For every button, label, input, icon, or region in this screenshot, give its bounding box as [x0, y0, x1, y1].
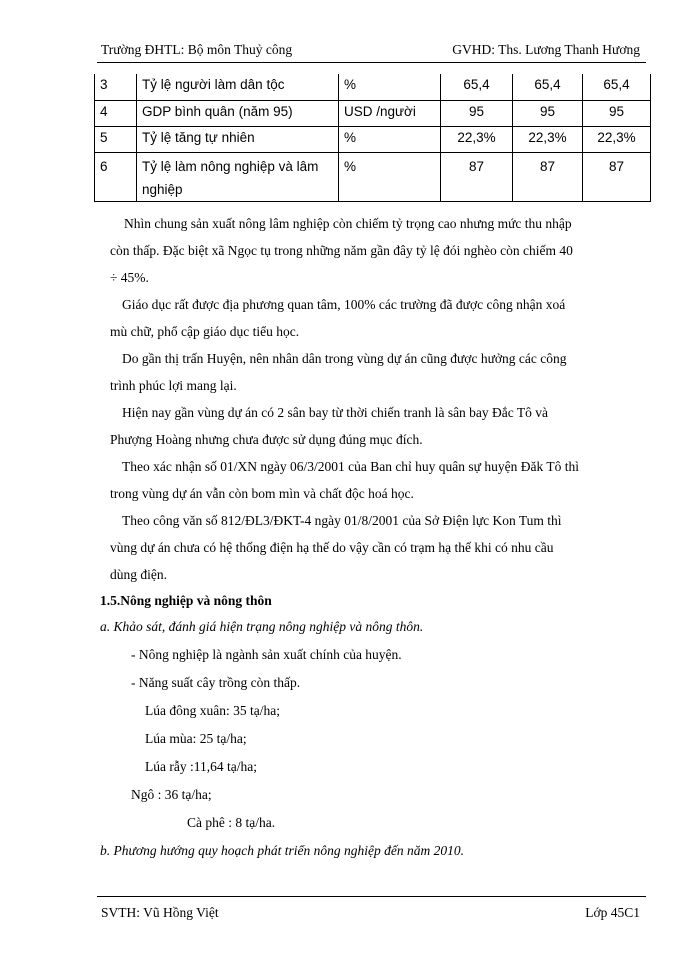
yield-line: Ngô : 36 tạ/ha;	[131, 787, 212, 802]
row-value: 22,3%	[583, 126, 651, 152]
row-value: 95	[513, 100, 583, 126]
row-value: 95	[583, 100, 651, 126]
yield-line: Lúa đông xuân: 35 tạ/ha;	[145, 703, 280, 718]
row-value: 65,4	[513, 74, 583, 100]
footer-class: Lớp 45C1	[585, 905, 640, 920]
paragraph-line: mù chữ, phổ cập giáo dục tiểu học.	[110, 324, 300, 339]
row-name: Tỷ lệ tăng tự nhiên	[137, 126, 339, 152]
paragraph-line: dùng điện.	[110, 567, 167, 582]
paragraph-line: ÷ 45%.	[110, 270, 149, 285]
row-no: 6	[95, 152, 137, 201]
row-no: 4	[95, 100, 137, 126]
table-row	[95, 126, 651, 152]
data-table	[94, 74, 651, 202]
row-name: Tỷ lệ người làm dân tộc	[137, 74, 339, 100]
row-name-line: Tỷ lệ làm nông nghiệp và lâm	[142, 158, 319, 174]
yield-line: Lúa rẫy :11,64 tạ/ha;	[145, 759, 257, 774]
paragraph-line: trình phúc lợi mang lại.	[110, 378, 237, 393]
paragraph-line: Nhìn chung sản xuất nông lâm nghiệp còn chiếm tỷ trọng cao nhưng mức thu nhập	[124, 216, 572, 231]
paragraph-line: trong vùng dự án vẫn còn bom mìn và chất độc hoá học.	[110, 486, 414, 501]
paragraph-line: vùng dự án chưa có hệ thống điện hạ thế do vậy cần có trạm hạ thế khi có nhu cầu	[110, 540, 554, 555]
row-value: 65,4	[583, 74, 651, 100]
row-value: 22,3%	[513, 126, 583, 152]
paragraph-line: Giáo dục rất được địa phương quan tâm, 100% các trường đã được công nhận xoá	[122, 297, 566, 312]
row-value: 87	[441, 152, 513, 201]
paragraph-line: còn thấp. Đặc biệt xã Ngọc tụ trong những năm gần đây tỷ lệ đói nghèo còn chiếm 40	[110, 243, 573, 258]
row-unit: %	[339, 126, 441, 152]
yield-line: Cà phê : 8 tạ/ha.	[187, 815, 276, 830]
bullet-line: - Nông nghiệp là ngành sản xuất chính của huyện.	[131, 647, 402, 662]
bullet-line: - Năng suất cây trồng còn thấp.	[131, 675, 301, 690]
row-value: 95	[441, 100, 513, 126]
header-school: Trường ĐHTL: Bộ môn Thuỷ công	[101, 42, 293, 57]
page-header	[97, 40, 646, 63]
header-advisor: GVHD: Ths. Lương Thanh Hương	[452, 42, 640, 57]
row-name-line: nghiệp	[142, 181, 183, 197]
paragraph-line: Hiện nay gần vùng dự án có 2 sân bay từ thời chiến tranh là sân bay Đắc Tô và	[122, 405, 549, 420]
row-no: 5	[95, 126, 137, 152]
row-value: 87	[583, 152, 651, 201]
paragraph-line: Do gần thị trấn Huyện, nên nhân dân trong vùng dự án cũng được hưởng các công	[122, 351, 567, 366]
section-heading: 1.5.Nông nghiệp và nông thôn	[100, 593, 272, 608]
paragraph-line: Phượng Hoàng nhưng chưa được sử dụng đúng mục đích.	[110, 432, 423, 447]
row-value: 87	[513, 152, 583, 201]
table-row	[95, 152, 651, 201]
row-unit: %	[339, 152, 441, 201]
table-row	[95, 74, 651, 100]
row-unit: %	[339, 74, 441, 100]
yield-line: Lúa mùa: 25 tạ/ha;	[145, 731, 247, 746]
subsection-a-heading: a. Khảo sát, đánh giá hiện trạng nông nghiệp và nông thôn.	[100, 619, 424, 634]
paragraph-line: Theo công văn số 812/ĐL3/ĐKT-4 ngày 01/8/2001 của Sở Điện lực Kon Tum thì	[122, 513, 562, 528]
page-footer	[97, 896, 646, 923]
row-value: 22,3%	[441, 126, 513, 152]
paragraph-line: Theo xác nhận số 01/XN ngày 06/3/2001 của Ban chỉ huy quân sự huyện Đăk Tô thì	[122, 459, 579, 474]
footer-student: SVTH: Vũ Hồng Việt	[101, 905, 219, 920]
table-row	[95, 100, 651, 126]
row-unit: USD /người	[339, 100, 441, 126]
row-name	[137, 152, 339, 201]
row-value: 65,4	[441, 74, 513, 100]
subsection-b-heading: b. Phương hướng quy hoạch phát triển nông nghiệp đến năm 2010.	[100, 843, 464, 858]
row-name: GDP bình quân (năm 95)	[137, 100, 339, 126]
row-no: 3	[95, 74, 137, 100]
